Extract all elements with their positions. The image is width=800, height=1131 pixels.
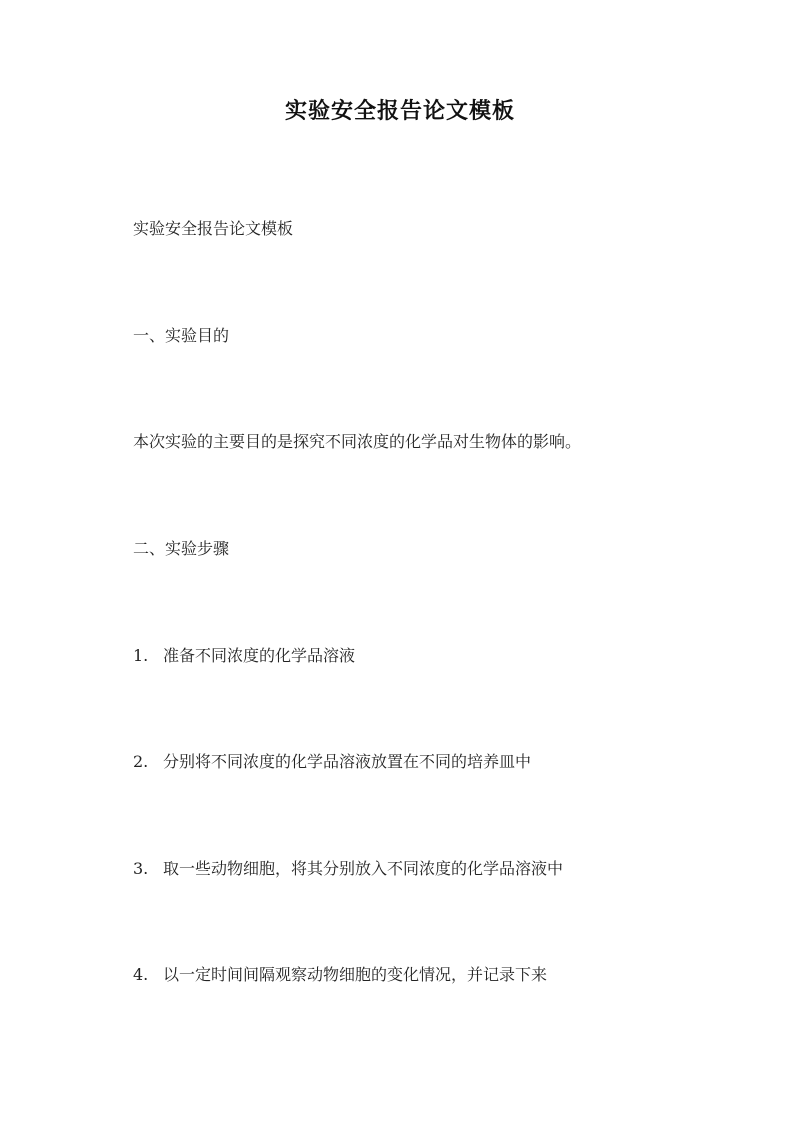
step-item [133,964,733,986]
step-text: 分别将不同浓度的化学品溶液放置在不同的培养皿中 [163,752,532,771]
step-text: 准备不同浓度的化学品溶液 [163,646,356,665]
step-number: 1. [133,646,149,665]
step-number: 3. [133,859,149,878]
step-text: 以一定时间间隔观察动物细胞的变化情况，并记录下来 [163,965,548,984]
section-heading-steps: 二、实验步骤 [133,539,230,558]
step-item [133,858,733,880]
step-number: 4. [133,965,149,984]
step-number: 2. [133,752,149,771]
step-item [133,645,733,667]
document-title: 实验安全报告论文模板 [284,98,515,124]
document-subtitle: 实验安全报告论文模板 [133,219,294,238]
step-item [133,751,733,773]
section-body-purpose: 本次实验的主要目的是探究不同浓度的化学品对生物体的影响。 [133,432,582,451]
section-heading-purpose: 一、实验目的 [133,326,230,345]
step-text: 取一些动物细胞，将其分别放入不同浓度的化学品溶液中 [163,859,564,878]
